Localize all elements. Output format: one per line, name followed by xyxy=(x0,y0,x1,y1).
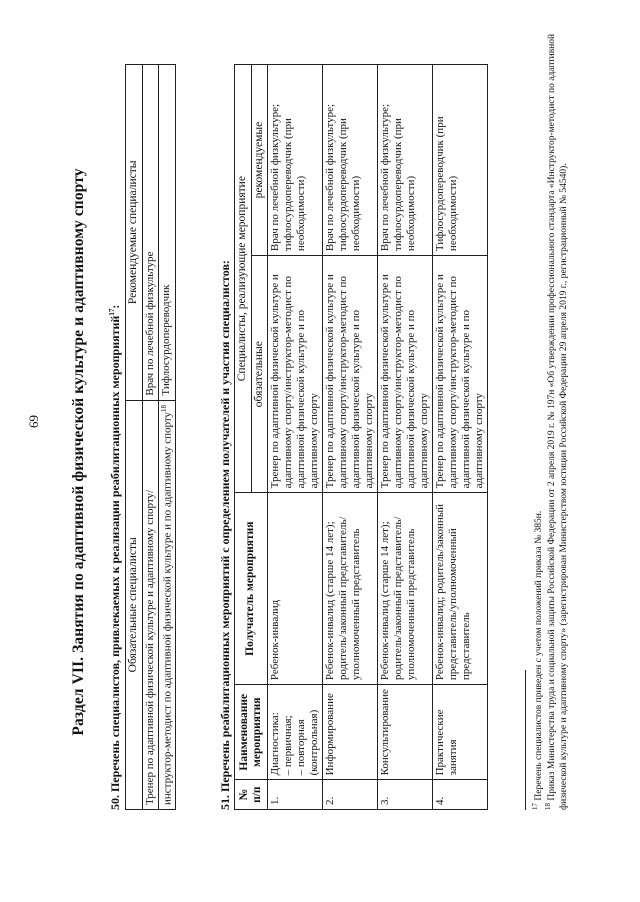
measure-name: Информирование xyxy=(323,685,378,780)
table-row xyxy=(158,65,176,810)
footnote-text-18: Приказ Министерства труда и социальной защиты Российской Федерации от 2 апреля 2019 г. № 197н «Об утверждении профессионального стандарта «Инструктор-методист по адаптивной физической культуре и адаптивному спорту» (зарегистрирован Министерством юстиции Российской Федерации 29 апреля 2019 г., регистрационный № 54540). xyxy=(547,33,570,810)
recipient-cell: Ребенок-инвалид; родитель/законный представитель/уполномоченный представитель xyxy=(432,493,487,685)
col-header-mandatory: обязательные xyxy=(251,256,268,493)
recommended-cell: Врач по лечебной физкультуре xyxy=(142,65,158,401)
list50-heading-text: 50. Перечень специалистов, привлекаемых к реализации реабилитационных мероприятий xyxy=(108,315,122,810)
mandatory-cell xyxy=(158,400,176,809)
specialists-header-row xyxy=(126,65,143,810)
col-header-num: № п/п xyxy=(235,780,268,810)
recommended-cell: Тифлосурдопереводчик (при необходимости) xyxy=(432,65,487,256)
recipient-cell: Ребенок-инвалид (старше 14 лет); родитель/законный представитель/уполномоченный представитель xyxy=(323,493,378,685)
recommended-cell: Тифлосурдопереводчик xyxy=(158,65,176,401)
row-num: 2. xyxy=(323,780,378,810)
recipient-cell: Ребенок-инвалид xyxy=(268,493,323,685)
mandatory-cell: Тренер по адаптивной физической культуре и адаптивному спорту/инструктор-методист по адаптивной физической культуре и по адаптивному спорту xyxy=(377,256,432,493)
mandatory-text: инструктор-методист по адаптивной физической культуре и по адаптивному спорту xyxy=(161,411,174,805)
col-header-recommended: Рекомендуемые специалисты xyxy=(126,65,143,401)
measure-name: Консультирование xyxy=(377,685,432,780)
row-num: 4. xyxy=(432,780,487,810)
table-row xyxy=(377,65,432,810)
table-row xyxy=(142,65,158,810)
recommended-cell: Врач по лечебной физкультуре; тифлосурдопереводчик (при необходимости) xyxy=(323,65,378,256)
list50-heading xyxy=(108,305,123,810)
footnote-18 xyxy=(544,30,571,810)
mandatory-cell: Тренер по адаптивной физической культуре и адаптивному спорту/инструктор-методист по адаптивной физической культуре и по адаптивному спорту xyxy=(323,256,378,493)
footnote-ref-18[interactable]: 18 xyxy=(159,404,168,412)
section-title: Раздел VII. Занятия по адаптивной физической культуре и адаптивному спорту xyxy=(70,168,87,736)
table-row xyxy=(323,65,378,810)
footnote-divider xyxy=(525,670,526,810)
table-row xyxy=(432,65,487,810)
measure-name-text: Диагностика: xyxy=(269,712,282,776)
row-num: 1. xyxy=(268,780,323,810)
specialists-table xyxy=(125,64,176,810)
mandatory-cell: Тренер по адаптивной физической культуре и адаптивному спорту/инструктор-методист по адаптивной физической культуре и по адаптивному спорту xyxy=(432,256,487,493)
measure-subitem: – первичная; xyxy=(282,715,295,776)
recommended-cell: Врач по лечебной физкультуре; тифлосурдопереводчик (при необходимости) xyxy=(377,65,432,256)
measure-name xyxy=(268,685,323,780)
row-num: 3. xyxy=(377,780,432,810)
measures-header-row xyxy=(235,65,252,810)
col-header-recommended: рекомендуемые xyxy=(251,65,268,256)
col-header-mandatory: Обязательные специалисты xyxy=(126,400,143,809)
table-row xyxy=(268,65,323,810)
mandatory-cell: Тренер по адаптивной физической культуре и адаптивному спорту/инструктор-методист по адаптивной физической культуре и по адаптивному спорту xyxy=(268,256,323,493)
measure-subitem: – повторная (контрольная) xyxy=(295,709,321,776)
page-number: 69 xyxy=(26,415,41,428)
footnote-ref-17[interactable]: 17 xyxy=(108,308,116,316)
footnote-mark-18: 18 xyxy=(544,803,552,810)
list50-heading-colon: : xyxy=(108,304,122,309)
col-header-specialists: Специалисты, реализующие мероприятие xyxy=(235,65,252,493)
mandatory-cell: Тренер по адаптивной физической культуре и адаптивному спорту/ xyxy=(142,400,158,809)
col-header-name: Наименование мероприятия xyxy=(235,685,268,780)
recommended-cell: Врач по лечебной физкультуре; тифлосурдопереводчик (при необходимости) xyxy=(268,65,323,256)
footnote-text-17: Перечень специалистов приведен с учетом положений приказа № 385н. xyxy=(534,510,545,801)
footnote-mark-17: 17 xyxy=(531,803,539,810)
col-header-recipient: Получатель мероприятия xyxy=(235,493,268,685)
list51-heading: 51. Перечень реабилитационных мероприятий с определением получателей и участия специалистов: xyxy=(218,260,232,810)
measures-table xyxy=(234,64,488,810)
recipient-cell: Ребенок-инвалид (старше 14 лет); родитель/законный представитель/уполномоченный представитель xyxy=(377,493,432,685)
measure-name: Практические занятия xyxy=(432,685,487,780)
